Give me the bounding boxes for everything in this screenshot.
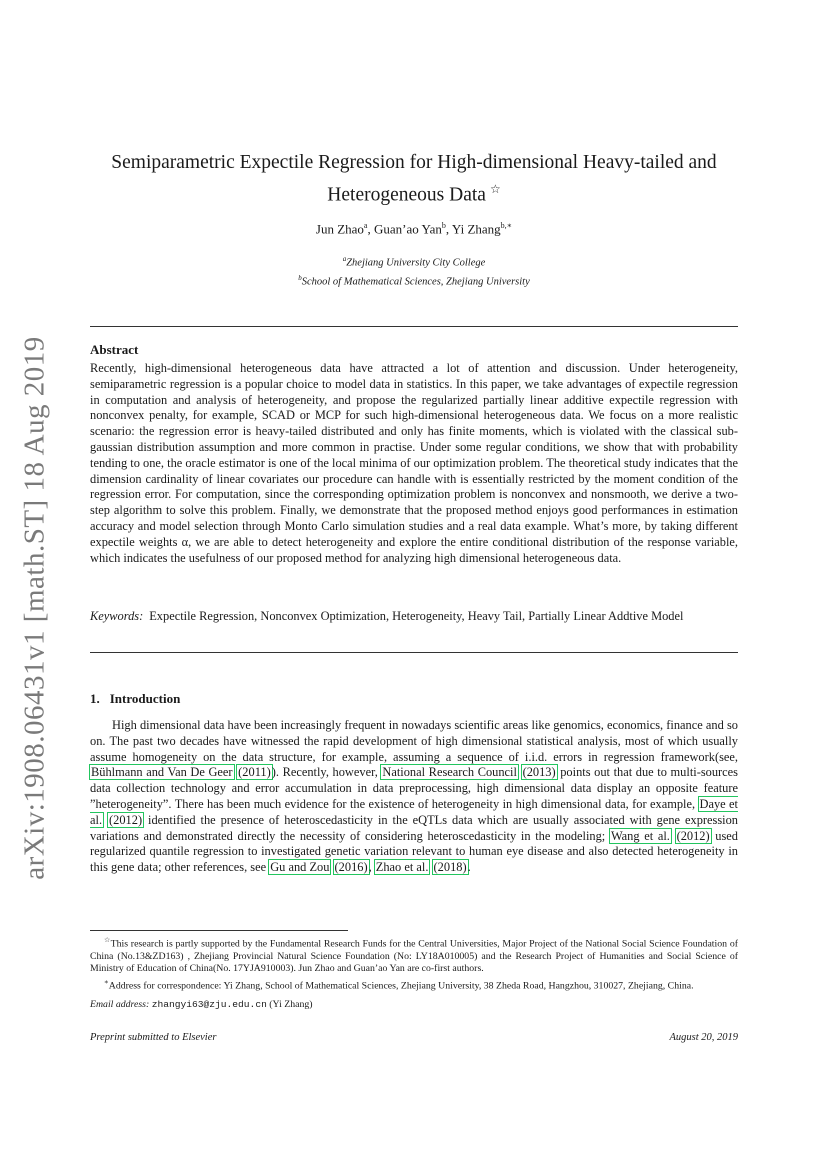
author-separator: , [367,221,374,237]
author-name: Yi Zhang [451,221,501,237]
intro-text: . [467,860,471,875]
intro-text [671,829,676,843]
citation-link[interactable]: (2013) [522,765,556,780]
introduction-paragraph [90,718,738,876]
paper-title [90,150,738,209]
email-link[interactable]: zhangyi63@zju.edu.cn [151,998,267,1010]
citation-link[interactable]: National Research Council [382,765,517,780]
citation-link[interactable]: Daye et al. [90,796,738,827]
footnote-asterisk-mark: ∗ [104,978,109,987]
email-label: Email address: [90,998,150,1010]
affiliation-mark: a [342,255,347,263]
title-star-footnote-mark[interactable]: ☆ [489,182,501,196]
author-affiliation-mark: a [363,221,368,230]
abstract-bottom-rule [90,652,738,653]
footnote-funding [90,934,738,976]
title-line-1: Semiparametric Expectile Regression for High-dimensional Heavy-tailed and [111,152,717,173]
citation-link[interactable]: Wang et al. [610,828,670,843]
section-heading [90,691,180,707]
footer-submission-note: Preprint submitted to Elsevier [90,1032,217,1043]
footnote-funding-text: This research is partly supported by the Fundamental Research Funds for the Central Universities, Major Project of the National Social Science Foundation of China (No.13&ZD163) , Zhejiang Provincial Natural Science Foundation (No: LY18A010005) and the Research Project of Humanities and Social Science of Ministry of Education of China(No. 17YJA910003). Jun Zhao and Guan’ao Yan are co-first authors. [90,938,738,975]
section-number: 1. [90,691,100,706]
intro-text: used regularized quantile regression to investigated genetic variation relevant to human eye disease and also detected heterogeneity in this gene data; other references, see [90,828,738,875]
affiliation-b [90,271,738,290]
keywords [90,609,738,625]
abstract-heading: Abstract [90,342,139,357]
footnote-correspondence [90,976,738,993]
footer-date: August 20, 2019 [669,1032,738,1043]
footnotes [90,934,738,1012]
citation-link[interactable]: Zhao et al. [375,860,429,875]
intro-text: High dimensional data have been increasingly frequent in nowadays scientific areas like genomics, economics, finance and so on. The past two decades have witnessed the rapid development of high dimensional statistical analysis, most of which usually assume homogeneity on the data structure, for example, assuming a sequence of i.i.d. errors in regression framework(see, [90,718,738,764]
author-list [90,221,738,237]
affiliation-a [90,252,738,271]
author-name: Jun Zhao [315,221,364,237]
footnote-star-mark: ☆ [104,936,111,944]
author-separator: , [445,221,452,237]
footnote-correspondence-text: Address for correspondence: Yi Zhang, School of Mathematical Sciences, Zhejiang University, 38 Zheda Road, Hangzhou, 310027, Zhejiang, China. [108,980,694,992]
keywords-text: Expectile Regression, Nonconvex Optimization, Heterogeneity, Heavy Tail, Partially Linear Addtive Model [149,609,684,623]
citation-link[interactable]: Gu and Zou [270,860,330,875]
arxiv-identifier: arXiv:1908.06431v1 [math.ST] 18 Aug 2019 [18,336,51,880]
abstract-top-rule [90,326,738,327]
intro-text: ). Recently, however, [271,765,382,780]
abstract-text: Recently, high-dimensional heterogeneous data have attracted a lot of attention and discussion. Under heterogeneity, semiparametric regression is a popular choice to model data in statistics. In this paper, we take advantages of expectile regression in computation and analysis of heterogeneity, and propose the regularized partially linear additive expectile regression with nonconvex penalty, for example, SCAD or MCP for such high-dimensional heterogeneous data. We focus on a more realistic scenario: the regression error is heavy-tailed distributed and only has finite moments, which is violated with the classical sub-gaussian distribution assumption and more common in practise. Under some regular conditions, we show that with probability tending to one, the oracle estimator is one of the local minima of our optimization problem. The theoretical study indicates that the dimension cardinality of linear covariates our procedure can handle with is essentially restricted by the moment condition of the regression error. For computation, since the corresponding optimization problem is nonconvex and nonsmooth, we derive a two-step algorithm to solve this problem. Finally, we demonstrate that the proposed method enjoys good performances in estimation accuracy and model selection through Monto Carlo simulation studies and a real data example. What’s more, by taking different expectile weights α, we are able to detect heterogeneity and explore the entire conditional distribution of the response variable, which indicates the usefulness of our proposed method for analyzing high dimensional heterogeneous data. [90,361,738,565]
citation-link[interactable]: (2012) [109,812,143,827]
intro-text: identified the presence of heteroscedasticity in the eQTLs data which are usually associated with gene expression variations and demonstrated directly the necessity of considering heteroscedasticity in the modeling; [90,812,738,843]
author-affiliation-mark: b,∗ [500,221,513,230]
section-title: Introduction [109,691,181,706]
footnote-rule [90,930,348,931]
footnote-email [90,999,738,1012]
arxiv-side-stamp [0,0,60,1171]
affiliation-text: Zhejiang University City College [346,257,486,269]
citation-link[interactable]: (2016) [334,860,368,875]
intro-text: points out that due to multi-sources data collection technology and error accumulation in data preprocessing, high dimensional data display an opposite feature ”heterogeneity”. There has been much evidence for the existence of heterogeneity in high dimensional data, for example, [90,765,738,811]
title-line-2: Heterogeneous Data [327,184,486,206]
citation-link[interactable]: (2012) [676,828,710,843]
citation-link[interactable]: (2018) [433,860,467,875]
citation-link[interactable]: (2011) [238,765,271,780]
affiliation-list [90,252,738,289]
keywords-label: Keywords: [90,609,144,623]
citation-link[interactable]: Bühlmann and Van De Geer [91,765,233,780]
affiliation-text: School of Mathematical Sciences, Zhejiang University [301,276,530,287]
email-owner: (Yi Zhang) [269,998,313,1010]
author-affiliation-mark: b [441,221,446,230]
author-name: Guan’ao Yan [373,221,442,237]
intro-text: , [368,860,375,875]
affiliation-mark: b [298,273,302,282]
